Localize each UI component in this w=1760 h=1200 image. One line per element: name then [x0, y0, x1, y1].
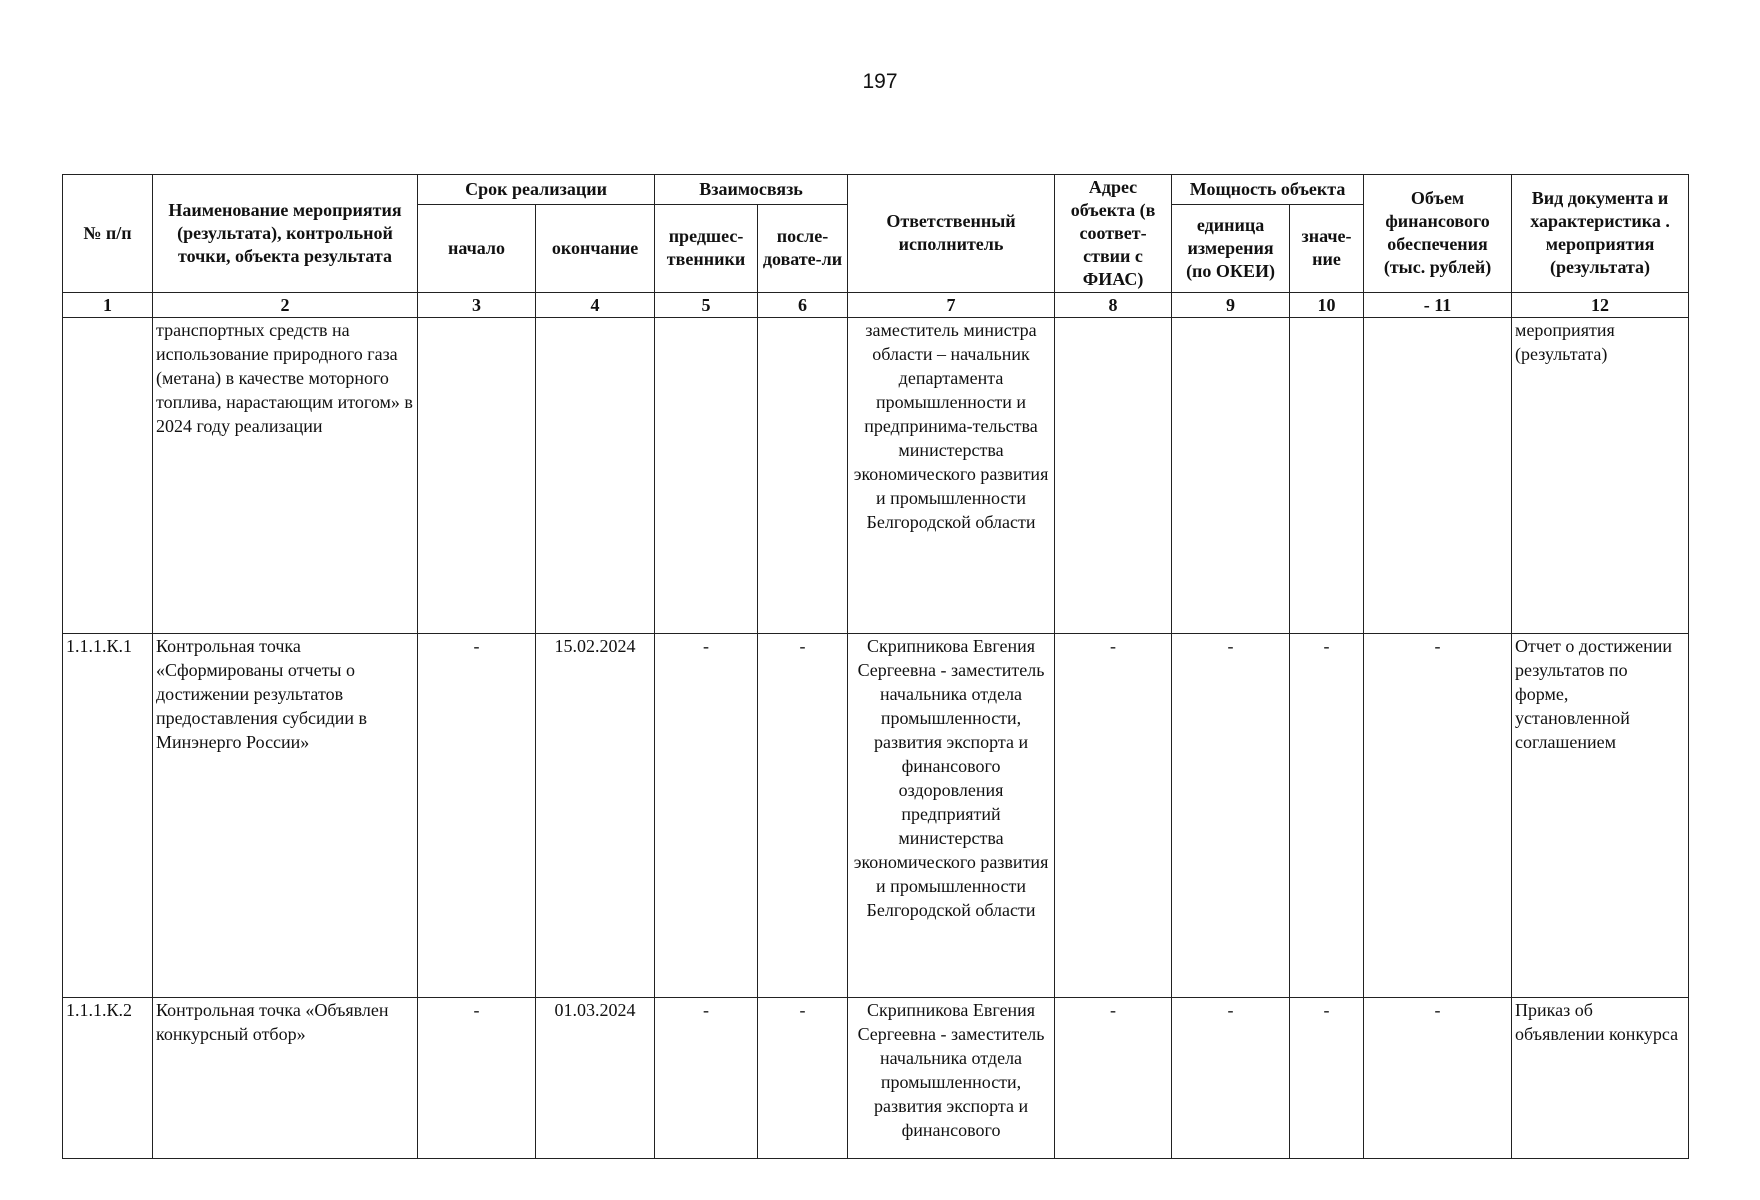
- header-group-term: Срок реализации: [418, 175, 655, 205]
- row-funding: -: [1364, 997, 1512, 1158]
- row-funding: [1364, 318, 1512, 633]
- row-address: -: [1055, 997, 1172, 1158]
- header-col-unit: единица измерения (по ОКЕИ): [1172, 205, 1290, 293]
- row-value: -: [1290, 633, 1364, 997]
- row-value: -: [1290, 997, 1364, 1158]
- row-responsible: Скрипникова Евгения Сергеевна - заместитель начальника отдела промышленности, развития экспорта и финансового: [848, 997, 1055, 1158]
- row-predecessors: [655, 318, 758, 633]
- column-number: 10: [1290, 292, 1364, 317]
- header-group-link: Взаимосвязь: [655, 175, 848, 205]
- row-document: Отчет о достижении результатов по форме, установленной соглашением: [1512, 633, 1689, 997]
- table-row: [63, 318, 1689, 633]
- row-responsible: Скрипникова Евгения Сергеевна - заместитель начальника отдела промышленности, развития экспорта и финансового оздоровления предприятий министерства экономического развития и промышленности Белгородской области: [848, 633, 1055, 997]
- row-number: 1.1.1.К.2: [63, 997, 153, 1158]
- header-col-successors: после-довате-ли: [758, 205, 848, 293]
- plan-table: [62, 174, 1689, 1159]
- row-document: Приказ об объявлении конкурса: [1512, 997, 1689, 1158]
- column-number: 8: [1055, 292, 1172, 317]
- row-name: Контрольная точка «Сформированы отчеты о достижении результатов предоставления субсидии в Минэнерго России»: [153, 633, 418, 997]
- column-number: 3: [418, 292, 536, 317]
- column-number: 7: [848, 292, 1055, 317]
- column-number: - 11: [1364, 292, 1512, 317]
- row-predecessors: -: [655, 633, 758, 997]
- row-start: [418, 318, 536, 633]
- column-number: 12: [1512, 292, 1689, 317]
- row-unit: [1172, 318, 1290, 633]
- column-number: 6: [758, 292, 848, 317]
- page-number: 197: [862, 70, 898, 93]
- row-successors: -: [758, 633, 848, 997]
- header-col-value: значе-ние: [1290, 205, 1364, 293]
- header-row-top: [63, 175, 1689, 205]
- row-end: 15.02.2024: [536, 633, 655, 997]
- header-col-predecessors: предшес-твенники: [655, 205, 758, 293]
- row-number: 1.1.1.К.1: [63, 633, 153, 997]
- row-address: [1055, 318, 1172, 633]
- header-col-address: Адрес объекта (в соответ-ствии с ФИАС): [1055, 175, 1172, 293]
- row-number: [63, 318, 153, 633]
- column-number: 1: [63, 292, 153, 317]
- table-row: [63, 633, 1689, 997]
- row-end: 01.03.2024: [536, 997, 655, 1158]
- row-funding: -: [1364, 633, 1512, 997]
- row-responsible: заместитель министра области – начальник департамента промышленности и предпринима-тельства министерства экономического развития и промышленности Белгородской области: [848, 318, 1055, 633]
- row-unit: -: [1172, 997, 1290, 1158]
- header-col-end: окончание: [536, 205, 655, 293]
- header-col-funding: Объем финансового обеспечения (тыс. рублей): [1364, 175, 1512, 293]
- row-successors: [758, 318, 848, 633]
- row-name: Контрольная точка «Объявлен конкурсный отбор»: [153, 997, 418, 1158]
- table-row: [63, 997, 1689, 1158]
- row-name: транспортных средств на использование природного газа (метана) в качестве моторного топлива, нарастающим итогом» в 2024 году реализации: [153, 318, 418, 633]
- row-unit: -: [1172, 633, 1290, 997]
- row-document: мероприятия (результата): [1512, 318, 1689, 633]
- header-col-name: Наименование мероприятия (результата), контрольной точки, объекта результата: [153, 175, 418, 293]
- column-number: 9: [1172, 292, 1290, 317]
- row-value: [1290, 318, 1364, 633]
- row-end: [536, 318, 655, 633]
- header-col-number: № п/п: [63, 175, 153, 293]
- row-address: -: [1055, 633, 1172, 997]
- column-number: 2: [153, 292, 418, 317]
- header-group-power: Мощность объекта: [1172, 175, 1364, 205]
- row-successors: -: [758, 997, 848, 1158]
- row-predecessors: -: [655, 997, 758, 1158]
- column-number: 4: [536, 292, 655, 317]
- row-start: -: [418, 633, 536, 997]
- header-col-document: Вид документа и характеристика . мероприятия (результата): [1512, 175, 1689, 293]
- column-number: 5: [655, 292, 758, 317]
- row-start: -: [418, 997, 536, 1158]
- header-col-start: начало: [418, 205, 536, 293]
- header-col-responsible: Ответственный исполнитель: [848, 175, 1055, 293]
- column-numbers-row: [63, 292, 1689, 317]
